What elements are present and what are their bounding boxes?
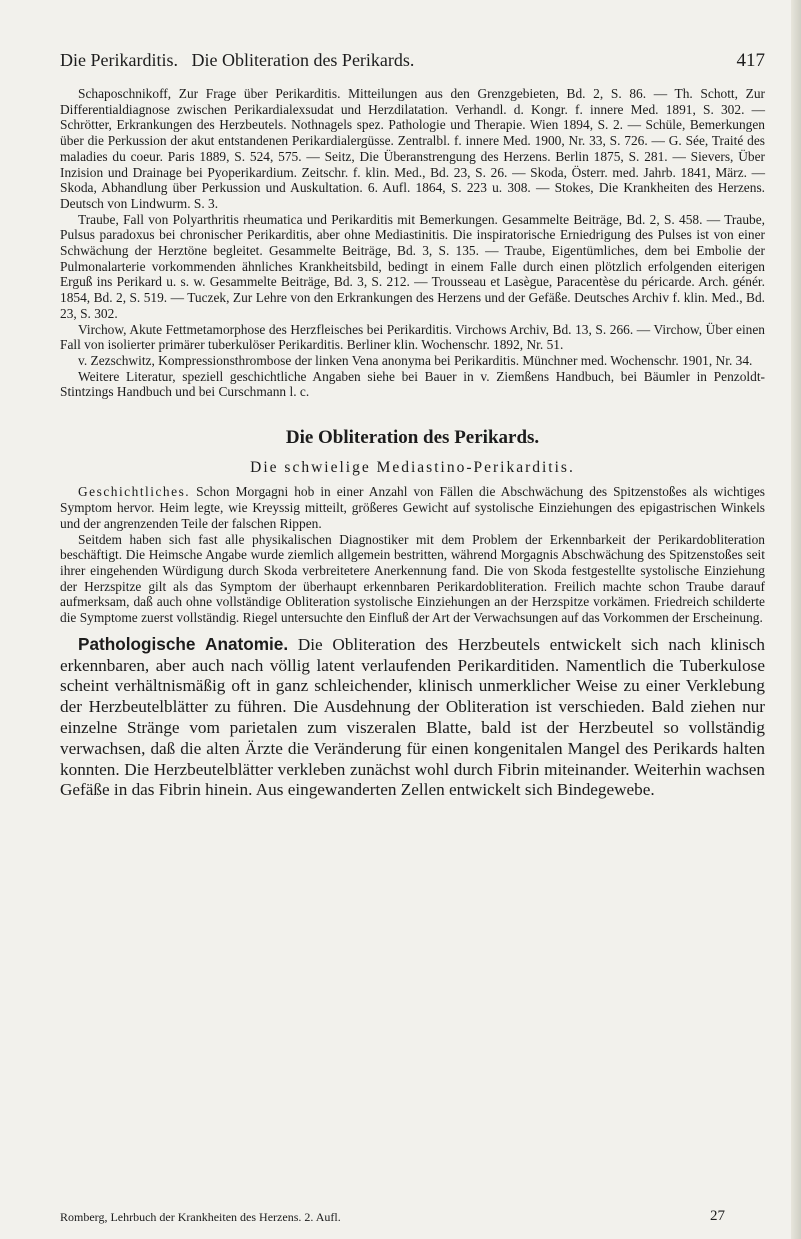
page-footer — [60, 1208, 765, 1228]
pathology-label: Pathologische Anatomie. — [78, 633, 289, 654]
pathology-paragraph — [60, 634, 765, 801]
pathology-text: Die Obliteration des Herzbeutels entwickelt sich nach klinisch erkennbaren, aber auch nach völlig latent verlaufenden Perikarditiden. Namentlich die Tuberkulose scheint verhältnismäßig oft in ganz schleichender, klinisch unmerklicher Weise zu einer Verklebung der Herzbeutelblätter zu führen. Die Ausdehnung der Obliteration ist verschieden. Bald ziehen nur einzelne Stränge vom parietalen zum viszeralen Blatte, bald ist der Herzbeutel so vollständig verwachsen, daß die alten Ärzte die Veränderung für einen kongenitalen Mangel des Perikards halten konnten. Die Herzbeutelblätter verkleben zunächst wohl durch Fibrin miteinander. Weiterhin wachsen Gefäße in das Fibrin hinein. Aus eingewanderten Zellen entwickelt sich Bindegewebe. — [60, 634, 765, 800]
literature-entry: Schaposchnikoff, Zur Frage über Perikarditis. Mitteilungen aus den Grenzgebieten, Bd. 2, S. 86. — Th. Schott, Zur Differentialdiagnose zwischen Perikardialexsudat und Herzdilatation. Verhandl. d. Kongr. f. innere Med. 1891, S. 302. — Schrötter, Erkrankungen des Herzbeutels. Nothnagels spez. Pathologie und Therapie. Wien 1894, S. 2. — Schüle, Bemerkungen über die Perkussion der akut entstandenen Perikardialergüsse. Zentralbl. f. innere Med. 1900, Nr. 33, S. 726. — G. Sée, Traité des maladies du coeur. Paris 1889, S. 524, 575. — Seitz, Die Überanstrengung des Herzens. Berlin 1875, S. 281. — Sievers, Über Inzision und Drainage bei Pyoperikardium. Zeitschr. f. klin. Med., Bd. 23, S. 26. — Skoda, Österr. med. Jahrb. 1841, März. — Skoda, Abhandlung über Perkussion und Auskultation. 6. Aufl. 1864, S. 223 u. 308. — Stokes, Die Krankheiten des Herzens. Deutsch von Lindwurm. S. 3. — [60, 86, 765, 211]
history-label: Geschichtliches. — [78, 484, 191, 500]
footer-text: Romberg, Lehrbuch der Krankheiten des Herzens. 2. Aufl. — [60, 1210, 341, 1224]
literature-entry: Weitere Literatur, speziell geschichtliche Angaben siehe bei Bauer in v. Ziemßens Handbuch, bei Bäumler in Penzoldt-Stintzings Handbuch und bei Curschmann l. c. — [60, 368, 765, 400]
history-paragraph: Seitdem haben sich fast alle physikalischen Diagnostiker mit dem Problem der Erkennbarkeit der Perikardobliteration beschäftigt. Die Heimsche Angabe wurde ziemlich allgemein bestritten, während Morgagnis Abschwächung des Spitzenstoßes seit ihrer eingehenden Würdigung durch Skoda verbreitetere Anerkennung fand. Die von Skoda festgestellte systolische Einziehung der Herzspitze gilt als das Symptom der überhaupt erkennbaren Perikardobliteration. Freilich machte schon Traube darauf aufmerksam, daß auch ohne vollständige Obliteration systolische Einziehungen an der Herzspitze vorkämen. Friedreich schilderte die Symptome zuerst vollständig. Riegel untersuchte den Einfluß der Art der Verwachsungen auf das Vorkommen der Erscheinung. — [60, 531, 765, 626]
literature-entry: Virchow, Akute Fettmetamorphose des Herzfleisches bei Perikarditis. Virchows Archiv, Bd. 13, S. 266. — Virchow, Über einen Fall von isolierter primärer tuberkulöser Perikarditis. Berliner klin. Wochenschr. 1892, Nr. 51. — [60, 321, 765, 353]
running-header — [60, 50, 765, 76]
history-text: Schon Morgagni hob in einer Anzahl von Fällen die Abschwächung des Spitzenstoßes als wichtiges Symptom hervor. Heim legte, wie Kreyssig mitteilt, größeres Gewicht auf systolische Einziehungen des epigastrischen Winkels und der angrenzenden Teile der falschen Rippen. — [60, 484, 765, 531]
page-number: 417 — [736, 50, 765, 71]
section-heading: Die Obliteration des Perikards. — [285, 427, 540, 449]
history-paragraph — [60, 484, 765, 531]
signature-mark: 27 — [710, 1208, 725, 1224]
running-title: Die Perikarditis. Die Obliteration des Perikards. — [60, 50, 415, 70]
literature-list — [60, 86, 765, 400]
literature-entry: Traube, Fall von Polyarthritis rheumatica und Perikarditis mit Bemerkungen. Gesammelte Beiträge, Bd. 2, S. 458. — Traube, Pulsus paradoxus bei chronischer Perikarditis, aber ohne Mediastinitis. Die inspiratorische Erniedrigung des Pulses ist von einer Schwächung der Herztöne begleitet. Gesammelte Beiträge, Bd. 3, S. 135. — Traube, Eigentümliches, dem bei Embolie der Pulmonalarterie vorkommenden ähnliches Krankheitsbild, bedingt in einem Falle durch einen plötzlich erfolgenden eiterigen Erguß ins Perikard u. s. w. Gesammelte Beiträge, Bd. 3, S. 212. — Trousseau et Lasègue, Paracentèse du péricarde. Arch. génér. 1854, Bd. 2, S. 519. — Tuczek, Zur Lehre von den Erkrankungen des Herzens und der Gefäße. Deutsches Archiv f. klin. Med., Bd. 23, S. 302. — [60, 211, 765, 321]
page-body — [60, 86, 765, 801]
literature-entry: v. Zezschwitz, Kompressionsthrombose der linken Vena anonyma bei Perikarditis. Münchner med. Wochenschr. 1901, Nr. 34. — [78, 352, 753, 368]
history-section — [60, 484, 765, 625]
section-subheading: Die schwielige Mediastino-Perikarditis. — [250, 458, 575, 476]
page-edge-shadow — [791, 0, 801, 1239]
